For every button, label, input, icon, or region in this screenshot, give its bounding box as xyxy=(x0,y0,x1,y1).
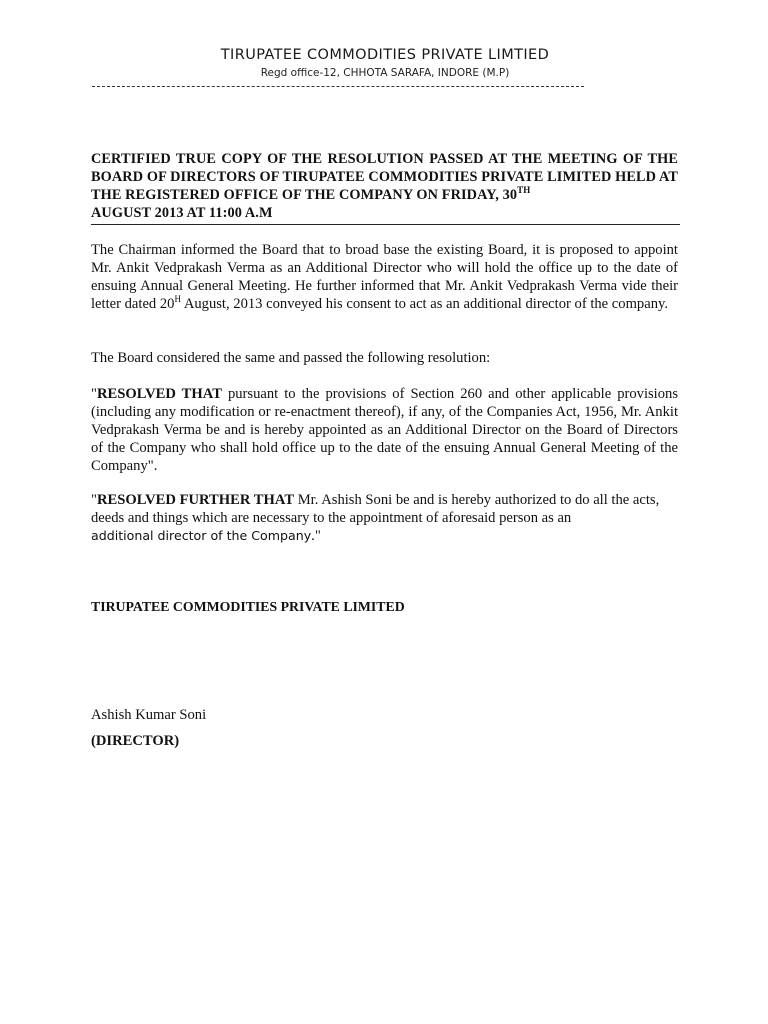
letterhead-company-name: TIRUPATEE COMMODITIES PRIVATE LIMTIED xyxy=(220,47,550,63)
heading-underline xyxy=(91,224,680,225)
resolution-1 xyxy=(91,385,678,475)
resolution2-text: Mr. Ashish Soni be and is hereby authorized to do all the acts, deeds and things which are necessary to the appointment of aforesaid person as an xyxy=(91,492,660,526)
paragraph1-superscript: H xyxy=(174,294,181,305)
resolution1-open-quote: " xyxy=(91,386,97,402)
letterhead-registered-office: Regd office-12, CHHOTA SARAFA, INDORE (M.P) xyxy=(260,67,510,79)
letterhead-divider xyxy=(92,86,584,87)
footer-company-name: TIRUPATEE COMMODITIES PRIVATE LIMITED xyxy=(91,599,405,614)
signatory-designation: (DIRECTOR) xyxy=(91,733,180,749)
resolution2-close-quote: ." xyxy=(311,528,321,544)
heading-text-end: AUGUST 2013 AT 11:00 A.M xyxy=(91,205,273,221)
resolution2-open-quote: " xyxy=(91,492,97,508)
resolution2-bold-lead: RESOLVED FURTHER THAT xyxy=(96,492,295,508)
letterhead xyxy=(90,45,680,81)
resolution-heading xyxy=(91,150,678,222)
resolution-2 xyxy=(91,491,678,545)
heading-superscript: TH xyxy=(517,185,531,196)
signatory-name: Ashish Kumar Soni xyxy=(91,707,207,723)
resolution1-text: pursuant to the provisions of Section 260 and other applicable provisions (including any modification or re-enactment thereof), if any, of the Companies Act, 1956, Mr. Ankit Vedprakash Verma be and is hereby appointed as an Additional Director on the Board of Directors of the Company who shall hold office up to the date of the ensuing Annual General Meeting of the Company". xyxy=(91,386,679,474)
paragraph-board-considered: The Board considered the same and passed the following resolution: xyxy=(91,350,491,366)
paragraph-chairman-informed xyxy=(91,241,678,313)
paragraph1-text: The Chairman informed the Board that to broad base the existing Board, it is proposed to appoint Mr. Ankit Vedprakash Verma as an Additional Director who will hold the office up to the date of ensuing Annual General Meeting. He further informed that Mr. Ankit Vedprakash Verma vide their letter dated 20 xyxy=(91,242,678,312)
resolution1-bold-lead: RESOLVED THAT xyxy=(96,386,222,402)
heading-text: CERTIFIED TRUE COPY OF THE RESOLUTION PASSED AT THE MEETING OF THE BOARD OF DIRECTORS OF TIRUPATEE COMMODITIES PRIVATE LIMITED HELD AT THE REGISTERED OFFICE OF THE COMPANY ON FRIDAY, 30 xyxy=(91,151,678,203)
resolution2-tail: additional director of the Company xyxy=(91,528,312,543)
paragraph1-text-end: August, 2013 conveyed his consent to act as an additional director of the company. xyxy=(180,296,668,312)
